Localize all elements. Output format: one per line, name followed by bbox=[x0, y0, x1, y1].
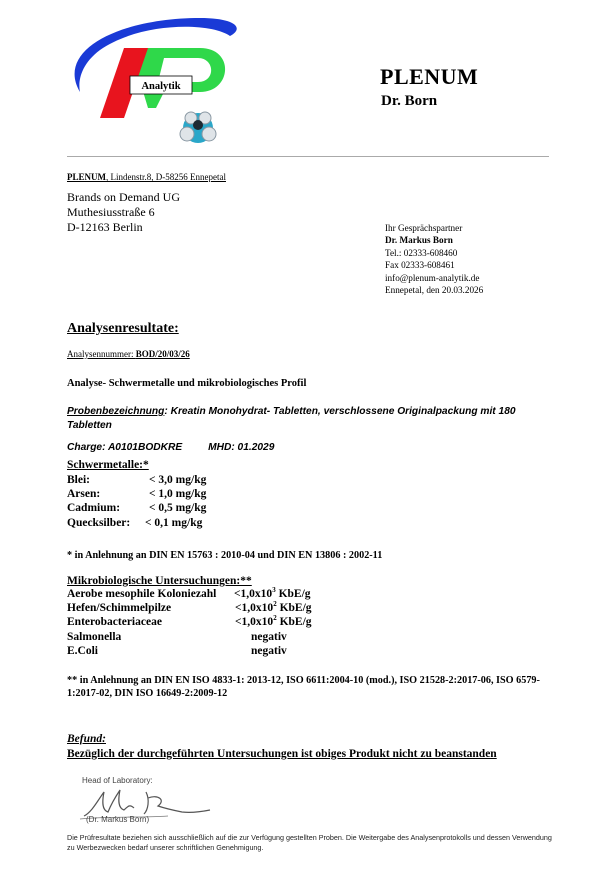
sample-description bbox=[67, 405, 555, 433]
analysis-number bbox=[67, 349, 190, 359]
micro-exponent: 2 bbox=[273, 600, 277, 609]
logo-text: Analytik bbox=[141, 81, 181, 92]
analysis-number-label: Analysennummer: bbox=[67, 349, 136, 359]
micro-name: Hefen/Schimmelpilze bbox=[67, 602, 172, 615]
metal-value: < 0,5 mg/kg bbox=[149, 502, 207, 515]
heavy-metals-note: * in Anlehnung an DIN EN 15763 : 2010-04 und DIN EN 13806 : 2002-11 bbox=[67, 550, 383, 561]
signature-name: (Dr. Markus Born) bbox=[86, 815, 150, 824]
recipient-line: Muthesiusstraße 6 bbox=[67, 205, 155, 219]
micro-exponent: 3 bbox=[272, 586, 276, 595]
finding-text: Bezüglich der durchgeführten Untersuchungen ist obiges Produkt nicht zu beanstanden bbox=[67, 748, 497, 760]
contact-email[interactable]: info@plenum-analytik.de bbox=[385, 272, 480, 283]
contact-fax: Fax 02333-608461 bbox=[385, 260, 455, 271]
micro-row bbox=[67, 644, 367, 658]
contact-block bbox=[385, 222, 483, 296]
micro-unit: KbE/g bbox=[276, 616, 312, 629]
analysis-number-value: BOD/20/03/26 bbox=[135, 349, 190, 359]
micro-name: E.Coli bbox=[67, 644, 98, 657]
micro-unit: KbE/g bbox=[276, 602, 312, 615]
sender-line bbox=[67, 172, 226, 182]
brand-name: PLENUM bbox=[380, 64, 479, 89]
micro-row bbox=[67, 630, 367, 644]
metal-name: Arsen: bbox=[67, 488, 101, 501]
signature-head: Head of Laboratory: bbox=[82, 776, 153, 785]
analysis-profile: Analyse- Schwermetalle und mikrobiologisches Profil bbox=[67, 378, 307, 389]
micro-value: <1,0x10 bbox=[235, 616, 274, 629]
sender-address: , Lindenstr.8, D-58256 Ennepetal bbox=[106, 172, 226, 182]
microbiology-section bbox=[67, 575, 367, 658]
microbiology-title: Mikrobiologische Untersuchungen:** bbox=[67, 575, 252, 587]
contact-title: Ihr Gesprächspartner bbox=[385, 223, 463, 233]
letter-date: Ennepetal, den 20.03.2026 bbox=[385, 285, 484, 296]
recipient-line: Brands on Demand UG bbox=[67, 190, 180, 204]
sample-value: : Kreatin Monohydrat- Tabletten, verschlossene Originalpackung mit 180 Tabletten bbox=[67, 406, 516, 431]
metal-row bbox=[67, 473, 267, 487]
footer-disclaimer: Die Prüfresultate beziehen sich ausschließlich auf die zur Verfügung gestellten Proben. Die Weitergabe des Analysenprotokolls und dessen Verwendung zu Werbezwecken bedarf unserer schriftlichen Genehmigung. bbox=[67, 833, 552, 852]
micro-unit: KbE/g bbox=[275, 588, 311, 600]
recipient-address bbox=[67, 190, 180, 235]
batch-info bbox=[67, 442, 274, 453]
metal-name: Cadmium: bbox=[67, 502, 121, 515]
metal-name: Blei: bbox=[67, 474, 90, 486]
batch-mhd: MHD: 01.2029 bbox=[208, 442, 275, 453]
metal-value: < 3,0 mg/kg bbox=[149, 474, 207, 486]
metal-value: < 1,0 mg/kg bbox=[149, 488, 207, 501]
micro-row bbox=[67, 601, 367, 615]
micro-row bbox=[67, 587, 367, 601]
metal-value: < 0,1 mg/kg bbox=[145, 516, 203, 529]
sender-name: PLENUM bbox=[67, 172, 106, 182]
metal-row bbox=[67, 516, 267, 530]
brand-subtitle: Dr. Born bbox=[381, 93, 438, 109]
micro-exponent: 2 bbox=[273, 614, 277, 623]
contact-tel: Tel.: 02333-608460 bbox=[385, 247, 458, 258]
microbiology-note: ** in Anlehnung an DIN EN ISO 4833-1: 2013-12, ISO 6611:2004-10 (mod.), ISO 21528-2:2017-06, ISO 6579-1:2017-02, DIN ISO 16649-2:2009-12 bbox=[67, 675, 540, 699]
heavy-metals-title: Schwermetalle:* bbox=[67, 459, 149, 471]
page-title: Analysenresultate: bbox=[67, 321, 179, 336]
metal-row bbox=[67, 501, 267, 515]
recipient-line: D-12163 Berlin bbox=[67, 220, 143, 234]
finding-title: Befund: bbox=[67, 733, 106, 745]
micro-value: negativ bbox=[251, 630, 287, 643]
heavy-metals-section bbox=[67, 459, 267, 530]
company-logo bbox=[60, 10, 250, 155]
sample-label: Probenbezeichnung bbox=[67, 406, 165, 417]
micro-value: negativ bbox=[251, 644, 287, 657]
header-divider bbox=[67, 156, 549, 157]
batch-charge: Charge: A0101BODKRE bbox=[67, 442, 183, 453]
contact-name: Dr. Markus Born bbox=[385, 235, 453, 246]
micro-name: Enterobacteriaceae bbox=[67, 616, 162, 629]
micro-value: <1,0x10 bbox=[235, 602, 274, 615]
micro-name: Salmonella bbox=[67, 630, 122, 643]
micro-value: <1,0x10 bbox=[234, 588, 273, 600]
metal-row bbox=[67, 487, 267, 501]
micro-row bbox=[67, 615, 367, 629]
metal-name: Quecksilber: bbox=[67, 516, 131, 529]
micro-name: Aerobe mesophile Koloniezahl bbox=[67, 588, 217, 600]
